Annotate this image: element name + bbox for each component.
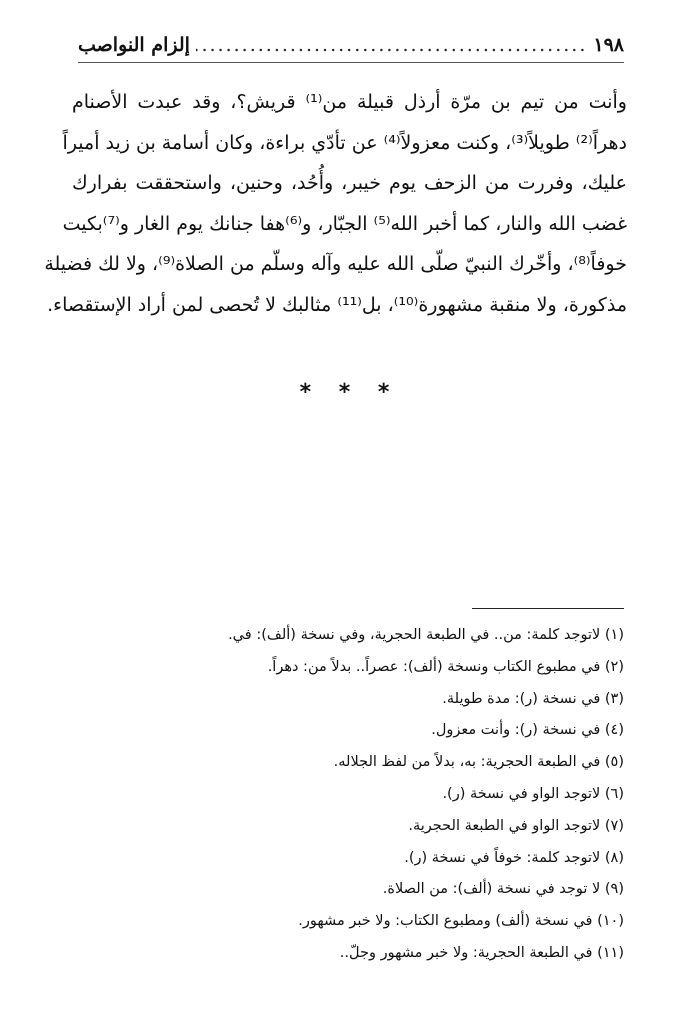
paragraph-line: عليك، وفررت من الزحف يوم خيبر، وأُحُد، وحنين، واستحققت بفرارك bbox=[72, 172, 627, 194]
footnote: (٦) لاتوجد الواو في نسخة (ر). bbox=[442, 785, 624, 802]
footnotes bbox=[120, 620, 624, 970]
running-header bbox=[78, 28, 624, 62]
footnote: (٩) لا توجد في نسخة (ألف): من الصلاة. bbox=[382, 881, 624, 898]
section-separator: * * * bbox=[299, 380, 400, 405]
footnote: (٨) لاتوجد كلمة: خوفاً في نسخة (ر). bbox=[404, 849, 624, 866]
main-paragraph bbox=[44, 82, 627, 325]
paragraph-line: دهراً⁽²⁾ طويلاً⁽³⁾، وكنت معزولاً⁽⁴⁾ عن تأدّي براءة، وكان أسامة بن زيد أميراً bbox=[62, 131, 627, 154]
footnote: (٣) في نسخة (ر): مدة طويلة. bbox=[442, 690, 624, 707]
header-rule bbox=[78, 62, 624, 63]
paragraph-line: خوفاً⁽⁸⁾، وأخّرك النبيّ صلّى الله عليه وآله وسلّم من الصلاة⁽⁹⁾، ولا لك فضيلة bbox=[44, 253, 627, 275]
footnote: (٥) في الطبعة الحجرية: به، بدلاً من لفظ الجلاله. bbox=[333, 754, 624, 771]
dot-leader bbox=[196, 34, 587, 56]
footnote: (١٠) في نسخة (ألف) ومطبوع الكتاب: ولا خبر مشهور. bbox=[298, 913, 624, 930]
footnote: (٢) في مطبوع الكتاب ونسخة (ألف): عصراً.. بدلاً من: دهراً. bbox=[267, 658, 624, 675]
footnote: (١) لاتوجد كلمة: من.. في الطبعة الحجرية، وفي نسخة (ألف): في. bbox=[228, 627, 624, 643]
footnote: (٧) لاتوجد الواو في الطبعة الحجرية. bbox=[408, 817, 624, 834]
page-number: ١٩٨ bbox=[593, 34, 624, 56]
footnote: (٤) في نسخة (ر): وأنت معزول. bbox=[431, 722, 624, 739]
book-title: إلزام النواصب bbox=[78, 34, 190, 56]
footnote: (١١) في الطبعة الحجرية: ولا خبر مشهور وجلّ.. bbox=[339, 944, 624, 961]
paragraph-line: غضب الله والنار، كما أخبر الله⁽⁵⁾ الجبّار، و⁽⁶⁾هفا جنانك يوم الغار و⁽⁷⁾بكيت bbox=[62, 212, 627, 235]
paragraph-line: وأنت من تيم بن مرّة أرذل قبيلة من⁽¹⁾ قريش؟، وقد عبدت الأصنام bbox=[72, 91, 627, 113]
paragraph-line: مذكورة، ولا منقبة مشهورة⁽¹⁰⁾، بل⁽¹¹⁾ مثالبك لا تُحصى لمن أراد الإستقصاء. bbox=[47, 293, 627, 316]
footnote-rule bbox=[472, 608, 624, 609]
